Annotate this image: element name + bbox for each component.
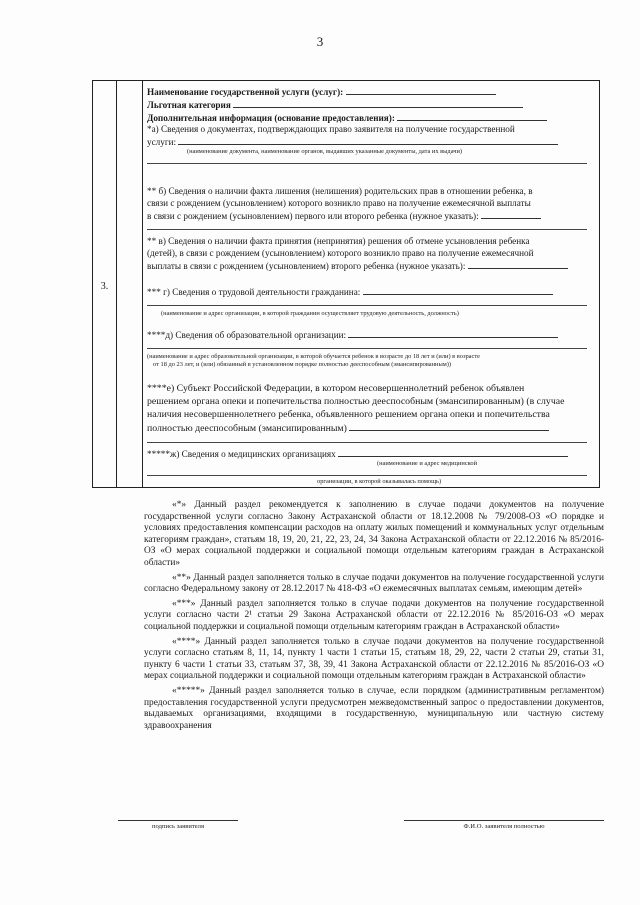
benefit-category-label: Льготная категория bbox=[147, 100, 231, 111]
section-d-caption: (наименование и адрес образовательной организации, в которой обучается ребенок в возрасте до 18 лет и (или) в возрасте bbox=[147, 353, 480, 361]
footnote: «****» Данный раздел заполняется только в случае подачи документов на получение государственной услуги согласно статьям 8, 11, 14, пункту 1 части 1 статьи 15, статьям 18, 29, 22, части 2 статьи 29, статьи 31, пункту 6 части 1 статьи 33, статьям 37, 38, 39, 41 Закона Астраханской области от 22.12.2016 № 85/2016-ОЗ «О мерах социальной поддержки и социальной помощи отдельным категориям граждан в Астраханской области» bbox=[144, 636, 604, 682]
form-table bbox=[92, 80, 600, 488]
signature-caption: подпись заявителя bbox=[152, 823, 204, 830]
section-a-text: *а) Сведения о документах, подтверждающих право заявителя на получение государственной bbox=[147, 124, 515, 134]
section-v-line: выплаты в связи с рождением (усыновлением) второго ребенка (нужное указать): bbox=[147, 261, 466, 272]
section-e-field-2[interactable] bbox=[147, 441, 587, 443]
section-v-line: ** в) Сведения о наличии факта принятия (непринятия) решения об отмене усыновления ребенка bbox=[147, 236, 530, 246]
section-a-text2: услуги: bbox=[147, 137, 177, 148]
section-b-field[interactable] bbox=[481, 209, 541, 219]
section-d bbox=[147, 328, 593, 369]
footnote: «***» Данный раздел заполняется только в случае подачи документов на получение государственной услуги согласно части 2¹ статьи 29 Закона Астраханской области от 22.12.2016 № 85/2016-ОЗ «О мерах социальной поддержки и социальной помощи отдельным категориям граждан в Астраханской области» bbox=[144, 598, 604, 632]
section-d-field[interactable] bbox=[348, 328, 558, 338]
section-a-field-2[interactable] bbox=[147, 162, 587, 164]
section-a-field[interactable] bbox=[178, 135, 558, 145]
footnote: «*» Данный раздел рекомендуется к заполнению в случае подачи документов на получение государственной услуги согласно Закону Астраханской области от 18.12.2008 № 79/2008-ОЗ «О порядке и условиях предоставления компенсации расходов на оплату жилых помещений и коммунальных услуг отдельным категориям граждан», статьям 18, 19, 20, 21, 22, 23, 24, 34 Закона Астраханской области от 22.12.2016 № 85/2016-ОЗ «О мерах социальной поддержки и социальной помощи отдельным категориям граждан в Астраханской области» bbox=[144, 500, 604, 568]
section-b-line: ** б) Сведения о наличии факта лишения (нелишения) родительских прав в отношении ребенка, в bbox=[147, 186, 533, 196]
footnotes bbox=[144, 500, 604, 735]
section-e-line: ****е) Субъект Российской Федерации, в котором несовершеннолетний ребенок объявлен bbox=[147, 383, 525, 394]
section-v bbox=[147, 235, 593, 272]
section-e-line: полностью дееспособным (эмансипированным) bbox=[147, 423, 347, 434]
full-name-field[interactable] bbox=[404, 820, 604, 830]
additional-info-field[interactable] bbox=[397, 111, 547, 121]
section-zh-caption: (наименование и адрес медицинской bbox=[377, 460, 478, 468]
signature-field[interactable] bbox=[118, 820, 238, 830]
section-d-field-2[interactable] bbox=[147, 347, 587, 349]
section-zh-text: *****ж) Сведения о медицинских организациях bbox=[147, 449, 336, 459]
section-e-field[interactable] bbox=[349, 421, 549, 431]
section-b-field-2[interactable] bbox=[147, 228, 587, 230]
footnote: «*****» Данный раздел заполняется только в случае, если порядком (административным регламентом) предоставления государственной услуги предусмотрен межведомственный запрос о предоставлении документов, выдаваемых организациями, входящими в государственную, муниципальную или частную систему здравоохранения bbox=[144, 685, 604, 731]
benefit-category-field[interactable] bbox=[233, 98, 523, 108]
service-name-label: Наименование государственной услуги (услуг): bbox=[147, 87, 344, 97]
section-d-text: ****д) Сведения об образовательной организации: bbox=[147, 330, 347, 340]
section-e-line: наличия несовершеннолетнего ребенка, объявленного решением органа опеки и попечительства bbox=[147, 409, 550, 420]
section-a bbox=[147, 123, 593, 170]
section-zh-field-2[interactable] bbox=[147, 474, 587, 476]
section-g bbox=[147, 285, 593, 318]
footnote: «**» Данный раздел заполняется только в случае подачи документов на получение государственной услуги согласно Федеральному закону от 28.12.2017 № 418-ФЗ «О ежемесячных выплатах семьям, имеющим детей» bbox=[144, 572, 604, 595]
service-name-field[interactable] bbox=[346, 85, 496, 95]
form-cell bbox=[147, 85, 593, 485]
section-v-field[interactable] bbox=[468, 259, 568, 269]
section-a-caption: (наименование документа, наименование органов, выдавших указанные документы, дата их выдачи) bbox=[187, 148, 463, 156]
section-b bbox=[147, 185, 593, 234]
section-g-caption: (наименование и адрес организации, в которой гражданин осуществляет трудовую деятельность, должность) bbox=[161, 310, 459, 318]
page-number: 3 bbox=[316, 34, 324, 49]
section-d-caption: от 18 до 23 лет, и (или) обязанный в установленном порядке полностью дееспособным (эмансипированным)) bbox=[153, 361, 452, 369]
row-number: 3. bbox=[100, 281, 109, 292]
section-v-line: (детей), в связи с рождением (усыновлением) которого возникло право на получение ежемесячной bbox=[147, 248, 534, 259]
full-name-caption: Ф.И.О. заявителя полностью bbox=[463, 823, 545, 830]
section-g-field-2[interactable] bbox=[147, 304, 587, 306]
column-divider bbox=[142, 81, 143, 487]
section-g-text: *** г) Сведения о трудовой деятельности гражданина: bbox=[147, 287, 361, 297]
header-section bbox=[147, 85, 593, 124]
column-divider bbox=[116, 81, 117, 487]
section-zh-caption: организации, в которой оказывалась помощь) bbox=[317, 478, 442, 486]
section-b-line: в связи с рождением (усыновлением) первого или второго ребенка (нужное указать): bbox=[147, 211, 479, 222]
section-g-field[interactable] bbox=[363, 285, 553, 295]
section-b-line: связи с рождением (усыновлением) которого возникло право на получение ежемесячной выплаты bbox=[147, 198, 531, 209]
additional-info-label: Дополнительная информация (основание предоставления): bbox=[147, 113, 395, 124]
section-e bbox=[147, 382, 593, 447]
section-e-line: решением органа опеки и попечительства полностью дееспособным (эмансипированным) (в случае bbox=[147, 396, 565, 407]
section-zh-field[interactable] bbox=[338, 447, 568, 457]
section-zh bbox=[147, 447, 593, 486]
